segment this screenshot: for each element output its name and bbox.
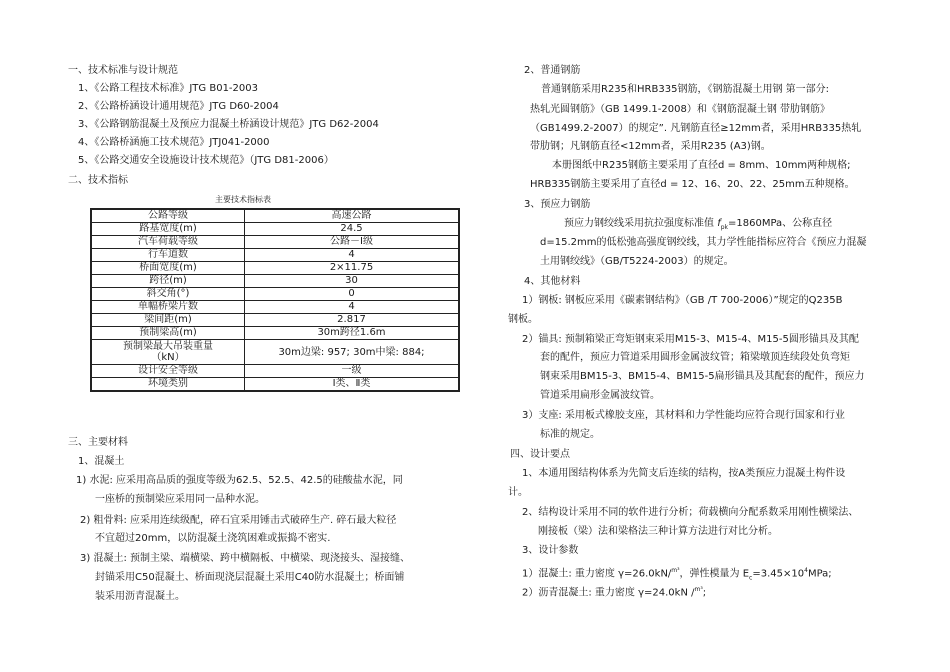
table-row	[91, 301, 459, 314]
section-3-title: 三、主要材料	[68, 437, 128, 448]
table-cell-value: 30	[245, 275, 460, 288]
param-subscript: c	[749, 574, 753, 582]
param-text: ;	[702, 587, 707, 599]
param-line	[522, 583, 706, 600]
steel-line: HRB335钢筋主要采用了直径d = 12、16、20、22、25mm五种规格。	[530, 179, 855, 190]
section-2-title: 二、技术指标	[68, 175, 128, 186]
concrete-line: 2) 粗骨料: 应采用连续级配，碎石宜采用锤击式破碎生产. 碎石最大粒径	[80, 515, 397, 526]
other-line: 钢板。	[508, 314, 538, 325]
steel-line: 带肋钢；凡钢筋直径<12mm者，采用R235 (A3)钢。	[530, 141, 771, 152]
strand-line: d=15.2mm的低松弛高强度钢绞线，其力学性能指标应符合《预应力混凝	[540, 237, 867, 248]
table-cell-label	[91, 340, 245, 365]
steel-line: 热轧光圆钢筋》（GB 1499.1-2008）和《钢筋混凝土钢 带肋钢筋》	[530, 104, 831, 115]
param-text: =3.45×10	[752, 568, 805, 580]
table-cell-label: 预制梁高(m)	[91, 327, 245, 340]
steel-title: 2、普通钢筋	[524, 65, 581, 76]
concrete-line: 一座桥的预制梁应采用同一品种水泥。	[95, 494, 265, 505]
param-unit: m³	[671, 567, 680, 574]
table-cell-label: 桥面宽度(m)	[91, 262, 245, 275]
design-line: 刚接板（梁）法和梁格法三种计算方法进行对比分析。	[538, 526, 778, 537]
table-cell-value: 公路－Ⅰ级	[245, 236, 460, 249]
table-cell-value: 2.817	[245, 314, 460, 327]
table-row	[91, 223, 459, 236]
concrete-line: 装采用沥青混凝土。	[95, 591, 185, 602]
other-line: 管道采用扁形金属波纹管。	[540, 390, 660, 401]
table-row	[91, 209, 459, 223]
table-cell-value: 0	[245, 288, 460, 301]
table-caption: 主要技术指标表	[215, 195, 271, 204]
table-cell-value: Ⅰ类、Ⅱ类	[245, 378, 460, 392]
strand-text: 预应力钢绞线采用抗拉强度标准值	[564, 218, 714, 229]
standard-item: 1、《公路工程技术标准》JTG B01-2003	[78, 83, 258, 94]
strand-text: =1860MPa、公称直径	[728, 218, 833, 229]
table-cell-value: 2×11.75	[245, 262, 460, 275]
other-line: 2）锚具: 预制箱梁正弯矩钢束采用M15-3、M15-4、M15-5圆形锚具及其配	[522, 334, 859, 345]
table-cell-value: 30m边梁: 957; 30m中梁: 884;	[245, 340, 460, 365]
table-cell-label: 公路等级	[91, 209, 245, 223]
param-text: ，弹性模量为 E	[679, 568, 750, 580]
strand-line: 土用钢绞线》（GB/T5224-2003）的规定。	[540, 256, 734, 267]
table-cell-value: 4	[245, 249, 460, 262]
param-unit: m³	[694, 586, 703, 593]
table-cell-value: 高速公路	[245, 209, 460, 223]
concrete-line: 封锚采用C50混凝土、桥面现浇层混凝土采用C40防水混凝土；桥面铺	[95, 572, 405, 583]
concrete-line: 不宜超过20mm，以防混凝土浇筑困难或振捣不密实.	[95, 533, 331, 544]
param-superscript: 4	[804, 567, 808, 574]
section-1-title: 一、技术标准与设计规范	[68, 65, 178, 76]
table-cell-label: 行车道数	[91, 249, 245, 262]
table-row	[91, 275, 459, 288]
other-line: 钢束采用BM15-3、BM15-4、BM15-5扁形锚具及其配套的配件，预应力	[540, 371, 865, 382]
steel-line: （GB1499.2-2007）的规定”. 凡钢筋直径≥12mm者，采用HRB335热轧	[530, 123, 862, 134]
param-text: MPa;	[807, 568, 832, 580]
other-line: 3）支座: 采用板式橡胶支座，其材料和力学性能均应符合现行国家和行业	[522, 410, 845, 421]
table-cell-value: 4	[245, 301, 460, 314]
table-cell-label: 环境类别	[91, 378, 245, 392]
concrete-line: 3) 混凝土: 预制主梁、端横梁、跨中横隔板、中横梁、现浇接头、湿接缝、	[80, 553, 410, 564]
table-row	[91, 378, 459, 392]
other-line: 1）钢板: 钢板应采用《碳素钢结构》（GB /T 700-2006）”规定的Q235B	[522, 295, 843, 306]
strand-fpk-symbol: f	[717, 218, 721, 229]
steel-line: 本册图纸中R235钢筋主要采用了直径d = 8mm、10mm两种规格;	[552, 160, 851, 171]
table-cell-label-line: （kN）	[151, 352, 185, 363]
strand-title: 3、预应力钢筋	[524, 199, 591, 210]
table-row	[91, 249, 459, 262]
param-text: 2）沥青混凝土: 重力密度 γ=24.0kN /	[522, 587, 695, 599]
table-row	[91, 262, 459, 275]
other-materials-title: 4、其他材料	[524, 276, 581, 287]
standard-item: 4、《公路桥涵施工技术规范》JTJ041-2000	[78, 137, 270, 148]
table-row	[91, 314, 459, 327]
strand-line	[564, 217, 832, 235]
table-cell-label: 单幅桥梁片数	[91, 301, 245, 314]
table-cell-value: 30m跨径1.6m	[245, 327, 460, 340]
concrete-line: 1) 水泥: 应采用高品质的强度等级为62.5、52.5、42.5的硅酸盐水泥，同	[76, 475, 403, 486]
table-row	[91, 327, 459, 340]
design-line: 2、结构设计采用不同的软件进行分析；荷载横向分配系数采用刚性横梁法、	[522, 507, 859, 518]
strand-fpk-subscript: pk	[720, 224, 729, 231]
standard-item: 5、《公路交通安全设施设计技术规范》（JTG D81-2006）	[78, 155, 334, 166]
param-text: 1）混凝土: 重力密度 γ=26.0kN/	[522, 568, 672, 580]
table-cell-label: 斜交角(°)	[91, 288, 245, 301]
design-line: 3、设计参数	[522, 545, 579, 556]
table-cell-label-line: 预制梁最大吊装重量	[123, 341, 213, 352]
table-cell-value: 一级	[245, 365, 460, 378]
concrete-title: 1、混凝土	[78, 456, 125, 467]
section-4-title: 四、设计要点	[510, 449, 570, 460]
table-cell-label: 设计安全等级	[91, 365, 245, 378]
other-line: 标准的规定。	[540, 429, 600, 440]
standard-item: 2、《公路桥涵设计通用规范》JTG D60-2004	[78, 101, 279, 112]
table-cell-label: 路基宽度(m)	[91, 223, 245, 236]
design-line: 计。	[508, 487, 528, 498]
other-line: 套的配件，预应力管道采用圆形金属波纹管；箱梁墩顶连续段处负弯矩	[540, 352, 850, 363]
table-row	[91, 236, 459, 249]
table-row	[91, 340, 459, 365]
design-line: 1、本通用图结构体系为先简支后连续的结构，按A类预应力混凝土构件设	[522, 468, 846, 479]
table-row	[91, 288, 459, 301]
table-cell-label: 汽车荷载等级	[91, 236, 245, 249]
table-cell-label: 梁间距(m)	[91, 314, 245, 327]
table-cell-label: 跨径(m)	[91, 275, 245, 288]
table-cell-value: 24.5	[245, 223, 460, 236]
steel-line: 普通钢筋采用R235和HRB335钢筋，《钢筋混凝土用钢 第一部分:	[541, 84, 829, 95]
table-row	[91, 365, 459, 378]
standard-item: 3、《公路钢筋混凝土及预应力混凝土桥涵设计规范》JTG D62-2004	[78, 119, 379, 130]
technical-indicators-table	[90, 208, 460, 392]
